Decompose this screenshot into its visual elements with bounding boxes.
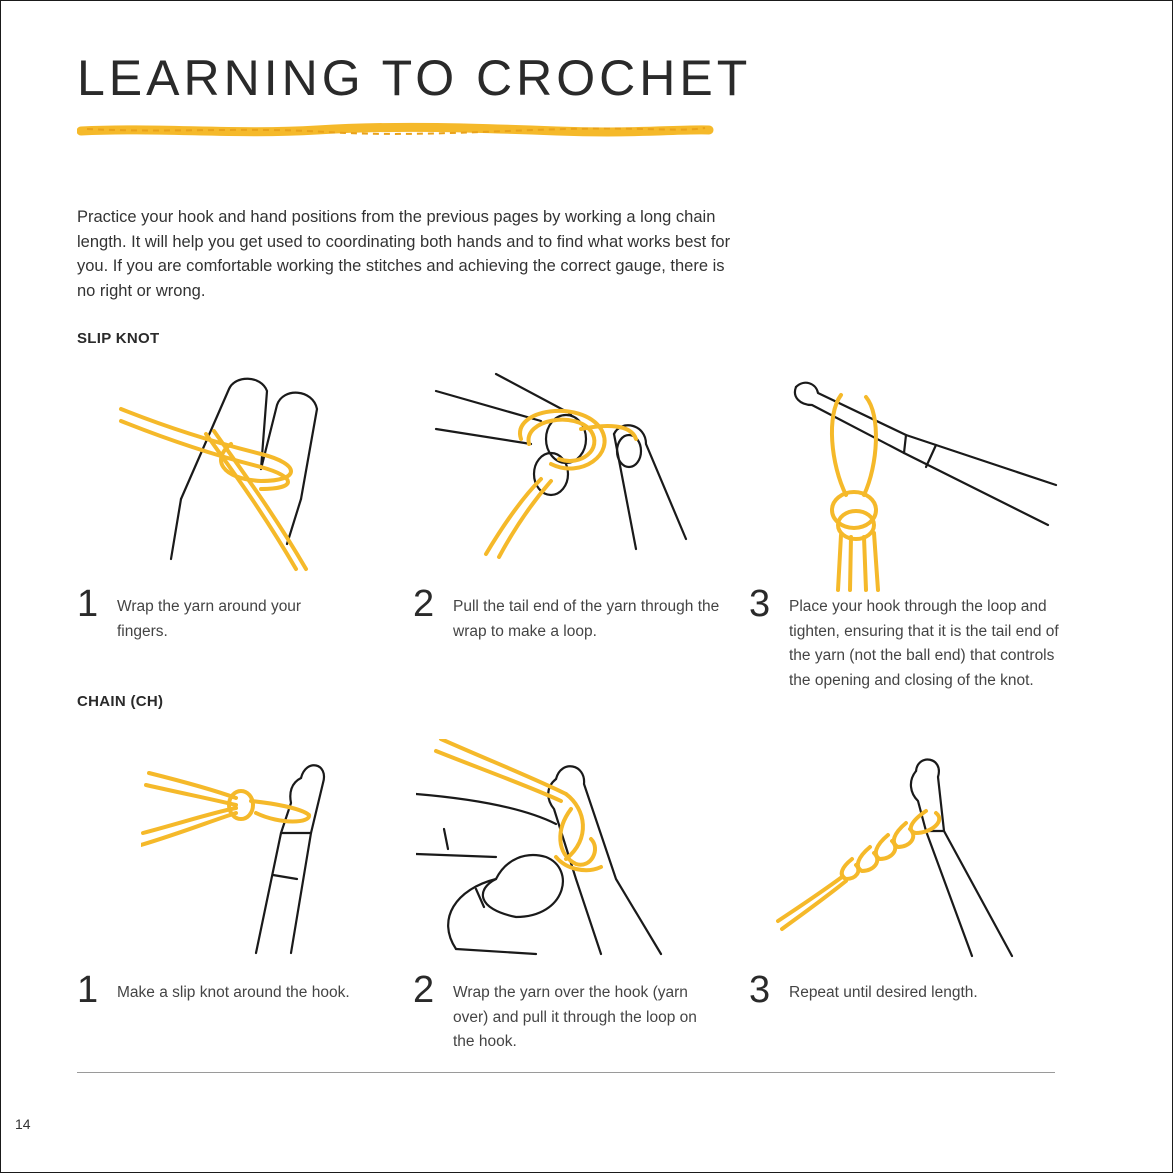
hand-yarn-over-hook-icon [416, 739, 676, 959]
step-text: Make a slip knot around the hook. [117, 984, 350, 1001]
chain-step-2 [413, 971, 733, 1061]
chain-heading: CHAIN (CH) [77, 693, 164, 710]
yarn-underline-icon [77, 119, 717, 143]
step-number: 3 [749, 583, 771, 625]
step-number: 2 [413, 969, 435, 1011]
footer-divider [77, 1072, 1055, 1073]
chain-step-3 [749, 971, 1069, 1031]
step-number: 1 [77, 969, 99, 1011]
slip-knot-step-3 [749, 585, 1069, 725]
page-title: LEARNING TO CROCHET [77, 50, 752, 106]
step-number: 2 [413, 583, 435, 625]
slip-knot-step-1 [77, 585, 377, 695]
slip-knot-heading: SLIP KNOT [77, 330, 160, 347]
hook-chain-stitches-icon [776, 751, 1036, 961]
step-number: 1 [77, 583, 99, 625]
step-number: 3 [749, 969, 771, 1011]
slip-knot-step-2 [413, 585, 733, 695]
step-text: Pull the tail end of the yarn through the wrap to make a loop. [453, 598, 720, 640]
hook-slip-knot-icon [141, 753, 341, 958]
hand-fingers-wrapped-yarn-icon [111, 369, 341, 579]
step-text: Wrap the yarn around your fingers. [117, 598, 302, 640]
chain-step-1 [77, 971, 377, 1051]
intro-paragraph: Practice your hook and hand positions from the previous pages by working a long chain length. It will help you get used to coordinating both hands and to find what works best for you. If you are comfortable working the stitches and achieving the correct gauge, there is no right or wrong. [77, 208, 731, 300]
step-text: Wrap the yarn over the hook (yarn over) and pull it through the loop on the hook. [453, 984, 697, 1050]
step-text: Repeat until desired length. [789, 984, 978, 1001]
fingers-pulling-loop-icon [431, 369, 701, 559]
hook-with-slip-knot-icon [786, 375, 1066, 595]
page-number: 14 [15, 1116, 31, 1132]
step-text: Place your hook through the loop and tighten, ensuring that it is the tail end of the yarn (not the ball end) that controls the opening and closing of the knot. [789, 598, 1059, 689]
